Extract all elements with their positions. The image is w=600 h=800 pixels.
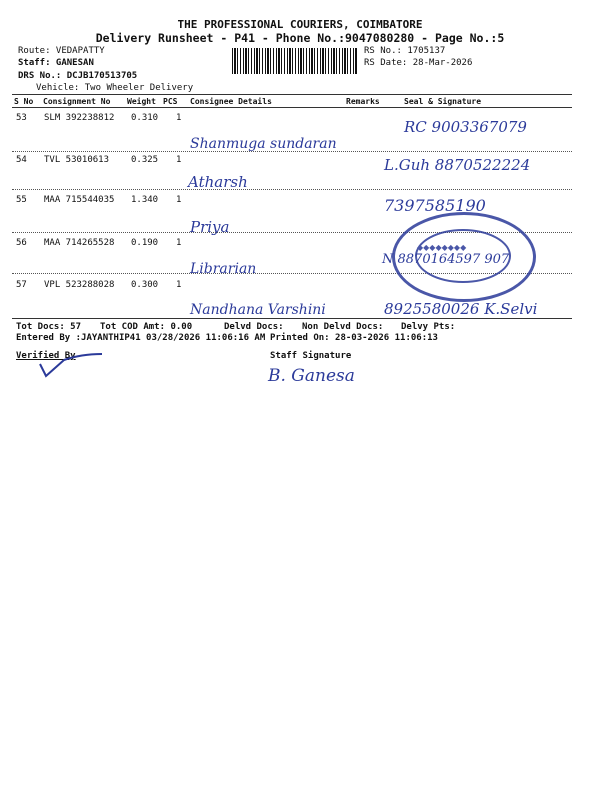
delivery-points: Delvy Pts: xyxy=(401,322,456,332)
staff-label: Staff: GANESAN xyxy=(18,58,94,68)
row-sno: 56 xyxy=(16,238,27,248)
col-header-remarks: Remarks xyxy=(346,97,380,106)
col-header-consignee: Consignee Details xyxy=(190,97,272,106)
row-signature-handwriting: 8925580026 K.Selvi xyxy=(384,300,538,318)
row-pcs: 1 xyxy=(176,280,182,290)
footer-top-divider xyxy=(12,318,572,319)
row-signature-handwriting: RC 9003367079 xyxy=(404,118,527,136)
row-consignee-handwriting: Librarian xyxy=(190,261,257,277)
row-divider xyxy=(12,151,572,152)
col-header-pcs: PCS xyxy=(163,97,178,106)
row-consignment: MAA 715544035 xyxy=(44,195,115,205)
total-cod-amount: Tot COD Amt: 0.00 xyxy=(100,322,193,332)
vehicle-label: Vehicle: Two Wheeler Delivery xyxy=(36,83,194,93)
row-consignee-handwriting: Priya xyxy=(190,218,230,236)
page-title: THE PROFESSIONAL COURIERS, COIMBATORE xyxy=(177,18,423,31)
rs-date: RS Date: 28-Mar-2026 xyxy=(364,58,473,68)
runsheet-heading: Delivery Runsheet - P41 - Phone No.:9047080280 - Page No.:5 xyxy=(95,31,505,45)
route-label: Route: VEDAPATTY xyxy=(18,46,105,56)
row-consignee-handwriting: Shanmuga sundaran xyxy=(190,136,337,152)
verified-by-label: Verified By xyxy=(16,351,76,361)
delivered-docs: Delvd Docs: xyxy=(224,322,284,332)
row-consignee-handwriting: Atharsh xyxy=(188,173,248,191)
verified-checkmark-signature xyxy=(36,352,106,380)
drs-number: DRS No.: DCJB170513705 xyxy=(18,71,138,81)
row-weight: 0.300 xyxy=(131,280,159,290)
row-signature-handwriting: 7397585190 xyxy=(384,196,486,215)
row-pcs: 1 xyxy=(176,238,182,248)
staff-signature-label: Staff Signature xyxy=(270,351,352,361)
non-delivered-docs: Non Delvd Docs: xyxy=(302,322,384,332)
row-pcs: 1 xyxy=(176,195,182,205)
total-docs: Tot Docs: 57 xyxy=(16,322,82,332)
row-signature-handwriting: L.Guh 8870522224 xyxy=(384,156,531,174)
row-pcs: 1 xyxy=(176,155,182,165)
row-consignment: SLM 392238812 xyxy=(44,113,115,123)
barcode-image xyxy=(232,48,358,74)
staff-signature-handwriting: B. Ganesa xyxy=(268,366,355,386)
printed-on: Printed On: 28-03-2026 11:06:13 xyxy=(270,333,438,343)
row-consignment: VPL 523288028 xyxy=(44,280,115,290)
row-consignee-handwriting: Nandhana Varshini xyxy=(190,302,326,318)
col-header-weight: Weight xyxy=(127,97,156,106)
header-bottom-divider xyxy=(12,107,572,108)
header-top-divider xyxy=(12,94,572,95)
row-consignment: TVL 53010613 xyxy=(44,155,110,165)
rubber-stamp-seal: ◆◆◆◆◆◆◆◆ xyxy=(392,212,536,302)
row-sno: 53 xyxy=(16,113,27,123)
row-sno: 54 xyxy=(16,155,27,165)
col-header-consignment: Consignment No xyxy=(43,97,111,106)
row-weight: 1.340 xyxy=(131,195,159,205)
entered-by: Entered By :JAYANTHIP41 03/28/2026 11:06:16 AM xyxy=(16,333,266,343)
row-weight: 0.190 xyxy=(131,238,159,248)
row-pcs: 1 xyxy=(176,113,182,123)
col-header-seal: Seal & Signature xyxy=(404,97,482,106)
row-consignment: MAA 714265528 xyxy=(44,238,115,248)
row-divider xyxy=(12,189,572,190)
col-header-sno: S No xyxy=(14,97,34,106)
row-weight: 0.310 xyxy=(131,113,159,123)
row-signature-handwriting: N 8870164597 907 xyxy=(382,252,510,267)
row-sno: 57 xyxy=(16,280,27,290)
rs-number: RS No.: 1705137 xyxy=(364,46,446,56)
row-sno: 55 xyxy=(16,195,27,205)
row-weight: 0.325 xyxy=(131,155,159,165)
